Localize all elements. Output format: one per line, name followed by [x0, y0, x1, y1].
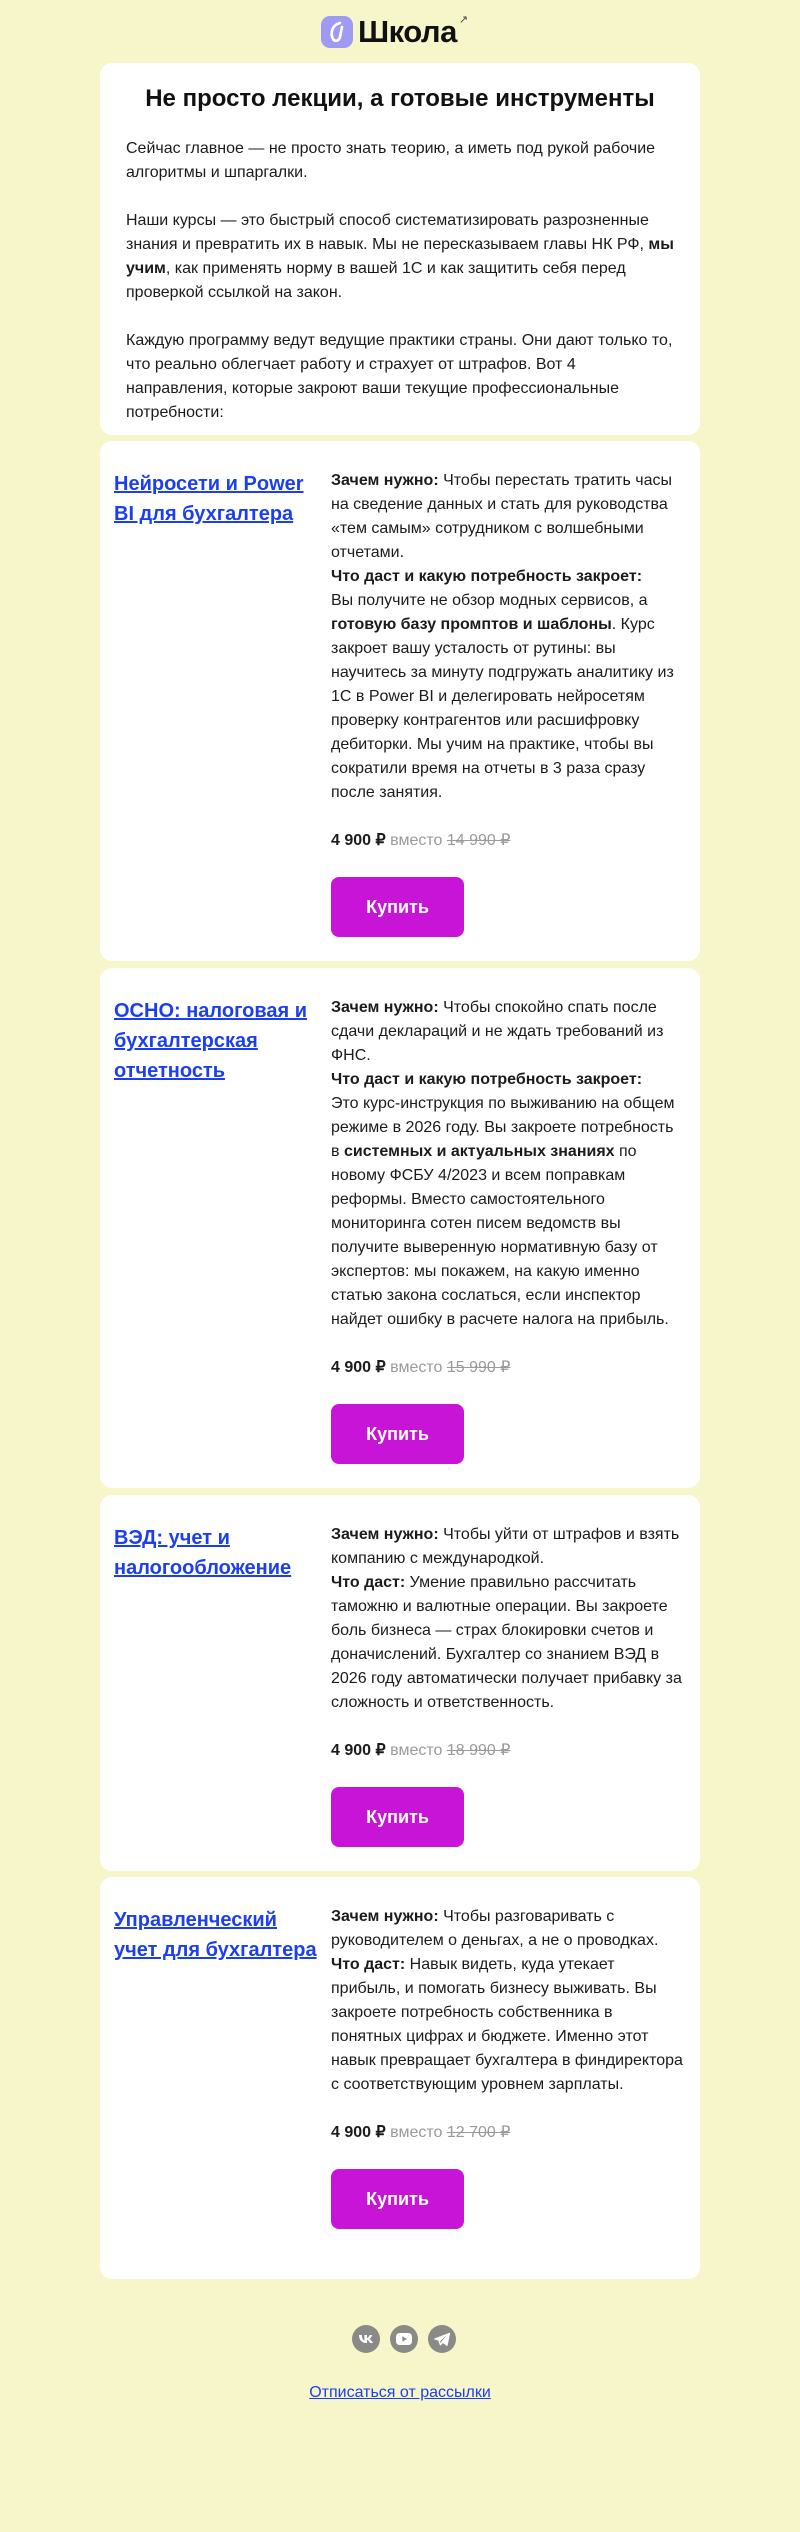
vk-icon[interactable]	[352, 2325, 380, 2353]
course-title-link[interactable]: Управленческий учет для бухгалтера	[114, 1909, 317, 1961]
brand-logo-icon	[321, 16, 353, 48]
unsubscribe-section	[0, 2384, 800, 2402]
intro-paragraph-2	[126, 209, 674, 305]
course-card	[100, 1495, 700, 1871]
course-card	[100, 441, 700, 961]
course-description	[331, 1905, 685, 2279]
course-gives-label-text: Что даст:	[331, 1574, 406, 1591]
course-gives-bold: готовую базу промптов и шаблоны	[331, 616, 612, 633]
course-gives-label-text: Что даст и какую потребность закроет:	[331, 568, 643, 585]
course-title-link[interactable]: ВЭД: учет и налогообложение	[114, 1527, 292, 1579]
social-links	[352, 2325, 456, 2353]
course-gives-label	[331, 1068, 685, 1092]
course-description	[331, 469, 685, 961]
current-price: 4 900 ₽	[331, 2124, 386, 2141]
course-gives-text-a: Вы получите не обзор модных сервисов, а	[331, 592, 648, 609]
course-why-text: Чтобы спокойно спать после сдачи деклараций и не ждать требований из ФНС.	[331, 999, 664, 1064]
course-gives	[331, 1092, 685, 1332]
unsubscribe-link[interactable]: Отписаться от рассылки	[309, 2384, 491, 2401]
course-price	[331, 1739, 685, 1763]
course-gives-label-text: Что даст и какую потребность закроет:	[331, 1071, 643, 1088]
course-gives	[331, 589, 685, 805]
buy-button[interactable]: Купить	[331, 1404, 464, 1464]
course-gives	[331, 1953, 685, 2097]
intro-title: Не просто лекции, а готовые инструменты	[145, 85, 655, 112]
course-why-text: Чтобы разговаривать с руководителем о деньгах, а не о проводках.	[331, 1908, 659, 1949]
course-why-text: Чтобы перестать тратить часы на сведение данных и стать для руководства «тем самым» сотрудником с волшебными отчетами.	[331, 472, 672, 561]
price-instead-label: вместо	[385, 832, 447, 849]
course-description	[331, 1523, 685, 1871]
course-card	[100, 968, 700, 1488]
current-price: 4 900 ₽	[331, 1742, 386, 1759]
course-title-link[interactable]: ОСНО: налоговая и бухгалтерская отчетность	[114, 1000, 308, 1082]
intro-card	[100, 63, 700, 435]
buy-button[interactable]: Купить	[331, 1787, 464, 1847]
brand-sup-icon: ↗	[458, 14, 469, 26]
intro-p2-bold: мы учим	[126, 236, 674, 277]
course-why	[331, 996, 685, 1068]
intro-p2-text-c: , как применять норму в вашей 1С и как защитить себя перед проверкой ссылкой на закон.	[126, 260, 626, 301]
course-gives-text-c: по новому ФСБУ 4/2023 и всем поправкам реформы. Вместо самостоятельного мониторинга сотен писем ведомств вы получите выверенную нормативную базу от экспертов: мы покажем, на какую именно статью закона сослаться, если инспектор найдет ошибку в расчете налога на прибыль.	[331, 1143, 669, 1328]
course-gives-label-text: Что даст:	[331, 1956, 406, 1973]
course-gives-text-c: . Курс закроет вашу усталость от рутины: вы научитесь за минуту подгружать аналитику из 1С в Power BI и делегировать нейросетям проверку контрагентов или расшифровку дебиторки. Мы учим на практике, чтобы вы сократили время на отчеты в 3 раза сразу после занятия.	[331, 616, 674, 801]
youtube-icon[interactable]	[390, 2325, 418, 2353]
telegram-icon[interactable]	[428, 2325, 456, 2353]
current-price: 4 900 ₽	[331, 832, 386, 849]
course-why-label: Зачем нужно:	[331, 1908, 439, 1925]
course-why-label: Зачем нужно:	[331, 472, 439, 489]
course-why	[331, 469, 685, 565]
old-price: 18 990 ₽	[446, 1742, 511, 1759]
old-price: 12 700 ₽	[446, 2124, 511, 2141]
course-why	[331, 1905, 685, 1953]
course-why	[331, 1523, 685, 1571]
course-why-label: Зачем нужно:	[331, 1526, 439, 1543]
price-instead-label: вместо	[385, 1742, 447, 1759]
buy-button[interactable]: Купить	[331, 2169, 464, 2229]
course-why-text: Чтобы уйти от штрафов и взять компанию с международкой.	[331, 1526, 680, 1567]
course-title-link[interactable]: Нейросети и Power BI для бухгалтера	[114, 473, 304, 525]
course-gives-label	[331, 565, 685, 589]
current-price: 4 900 ₽	[331, 1359, 386, 1376]
brand-name: Школа	[358, 14, 457, 49]
intro-paragraph-3: Каждую программу ведут ведущие практики страны. Они дают только то, что реально облегчает работу и страхует от штрафов. Вот 4 направления, которые закроют ваши текущие профессиональные потребности:	[126, 332, 673, 421]
brand-logo[interactable]	[321, 14, 468, 50]
buy-button[interactable]: Купить	[331, 877, 464, 937]
price-instead-label: вместо	[385, 1359, 447, 1376]
old-price: 14 990 ₽	[446, 832, 511, 849]
course-gives-text-a: Это курс-инструкция по выживанию на общем режиме в 2026 году. Вы закроете потребность в	[331, 1095, 675, 1160]
course-why-label: Зачем нужно:	[331, 999, 439, 1016]
course-card	[100, 1877, 700, 2279]
course-gives-bold: системных и актуальных знаниях	[343, 1143, 615, 1160]
course-gives-text-a: Умение правильно рассчитать таможню и валютные операции. Вы закроете боль бизнеса — страх блокировки счетов и доначислений. Бухгалтер со знанием ВЭД в 2026 году автоматически получает прибавку за сложность и ответственность.	[331, 1574, 682, 1711]
old-price: 15 990 ₽	[446, 1359, 511, 1376]
course-price	[331, 2121, 685, 2145]
course-gives	[331, 1571, 685, 1715]
price-instead-label: вместо	[385, 2124, 447, 2141]
course-price	[331, 829, 685, 853]
course-gives-text-a: Навык видеть, куда утекает прибыль, и помогать бизнесу выживать. Вы закроете потребность собственника в понятных цифрах и бюджете. Именно этот навык превращает бухгалтера в финдиректора с соответствующим уровнем зарплаты.	[331, 1956, 683, 2093]
intro-paragraph-1: Сейчас главное — не просто знать теорию, а иметь под рукой рабочие алгоритмы и шпаргалки.	[126, 140, 656, 181]
intro-p2-text-a: Наши курсы — это быстрый способ систематизировать разрозненные знания и превратить их в навык. Мы не пересказываем главы НК РФ,	[126, 212, 649, 253]
course-price	[331, 1356, 685, 1380]
course-description	[331, 996, 685, 1488]
